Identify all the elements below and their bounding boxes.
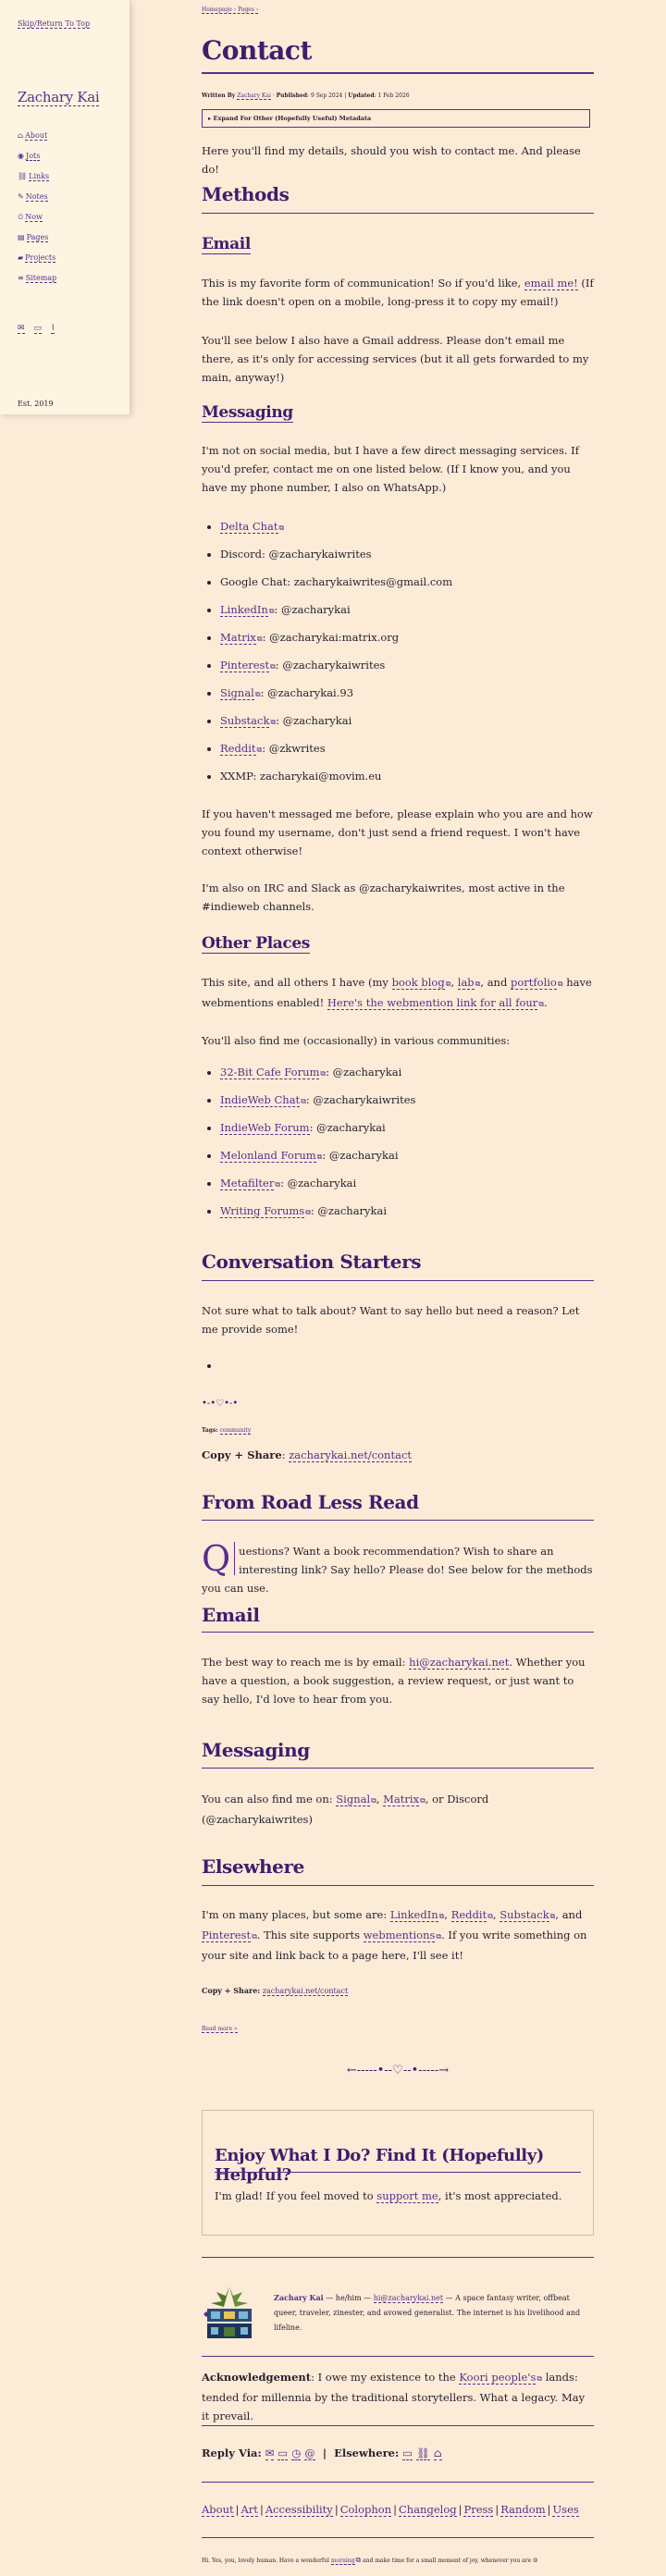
email-me-link[interactable]: email me! bbox=[524, 277, 578, 290]
webmentions-link[interactable]: webmentions bbox=[363, 1929, 436, 1941]
community-link[interactable]: 32-Bit Cafe Forum bbox=[220, 1066, 320, 1078]
section-rule bbox=[202, 1520, 594, 1521]
list-item bbox=[220, 1356, 594, 1384]
footer-rule bbox=[202, 2482, 594, 2483]
published-date: 9 Sep 2024 bbox=[310, 92, 343, 99]
communities-list bbox=[202, 1063, 594, 1229]
nav-label[interactable]: Notes bbox=[25, 192, 48, 201]
nav-label[interactable]: About bbox=[25, 131, 48, 140]
sitemap-icon: ≡ bbox=[18, 274, 24, 282]
support-heading: Enjoy What I Do? Find It (Hopefully) Helpful? bbox=[215, 2146, 544, 2185]
external-link-icon: ⧉ bbox=[301, 1097, 306, 1105]
methods-heading: Methods bbox=[202, 183, 290, 205]
reddit-link[interactable]: Reddit bbox=[450, 1908, 487, 1921]
nav-item-links[interactable] bbox=[18, 172, 56, 192]
link-icon: ⛓ bbox=[18, 172, 28, 180]
nav-item-jots[interactable] bbox=[18, 152, 56, 172]
nav-label[interactable]: Sitemap bbox=[25, 274, 57, 282]
list-item: • Substack⧉: @zacharykai bbox=[220, 711, 594, 739]
meta-label: Written By bbox=[202, 92, 236, 99]
arrow-divider: ←-----•--♡--•-----→ bbox=[346, 2064, 450, 2077]
post-meta: Written By Zachary Kai · Published: 9 Sep 2024 | Updated: 1 Feb 2026 bbox=[202, 92, 410, 99]
home-icon: ⌂ bbox=[18, 131, 24, 140]
section-rule bbox=[202, 213, 594, 214]
community-link[interactable]: IndieWeb Chat bbox=[220, 1093, 301, 1106]
list-item: • LinkedIn⧉: @zacharykai bbox=[220, 600, 594, 628]
service-link-linkedin[interactable]: LinkedIn bbox=[220, 603, 268, 616]
copy-share: Copy + Share: zacharykai.net/contact bbox=[202, 1448, 413, 1461]
sidebar bbox=[0, 0, 130, 414]
gmail-paragraph: You'll see below I also have a Gmail address. Please don't email me there, as it's only for accessing services (but it all gets forwarded to my main, anyway!) bbox=[202, 334, 589, 384]
updated-date: 1 Feb 2026 bbox=[377, 92, 410, 99]
service-name: Google Chat bbox=[220, 575, 288, 588]
list-item: • Writing Forums⧉: @zacharykai bbox=[220, 1202, 594, 1229]
nav-item-projects[interactable] bbox=[18, 253, 56, 274]
footer-rule bbox=[202, 2257, 594, 2258]
service-link-pinterest[interactable]: Pinterest bbox=[220, 659, 270, 672]
intro-text: Here you'll find my details, should you wish to contact me. And please do! bbox=[202, 144, 581, 176]
reply-email-icon[interactable]: ✉ bbox=[265, 2447, 275, 2459]
section-rule bbox=[202, 1768, 594, 1769]
author-avatar bbox=[202, 2283, 257, 2348]
clock-icon: ⏲ bbox=[18, 213, 24, 221]
list-item: • Discord: @zacharykaiwrites bbox=[220, 545, 594, 573]
service-link-substack[interactable]: Substack bbox=[220, 714, 270, 727]
road-email-link[interactable]: hi@zacharykai.net bbox=[409, 1656, 510, 1669]
communities-intro: You'll also find me (occasionally) in various communities: bbox=[202, 1034, 511, 1047]
portfolio-link[interactable]: portfolio bbox=[510, 976, 557, 989]
conversation-heading: Conversation Starters bbox=[202, 1251, 422, 1273]
list-item: • Google Chat: zacharykaiwrites@gmail.com bbox=[220, 573, 594, 600]
tags: Tags: community bbox=[202, 1427, 252, 1434]
external-link-icon: ⧉ bbox=[256, 635, 263, 643]
community-link[interactable]: Metafilter bbox=[220, 1177, 275, 1189]
community-link[interactable]: Writing Forums bbox=[220, 1204, 305, 1217]
reply-book-icon[interactable]: ▭ bbox=[278, 2447, 289, 2459]
footer-link-colophon[interactable]: Colophon bbox=[339, 2503, 392, 2516]
messaging-paragraph: I'm not on social media, but I have a few direct messaging services. If you'd prefer, contact me on one listed below. (If I know you, and you have my phone number, I also on WhatsApp.) bbox=[202, 444, 579, 494]
title-rule bbox=[202, 72, 594, 74]
section-rule bbox=[202, 1280, 594, 1281]
section-rule bbox=[215, 2172, 581, 2173]
messaging-note: If you haven't messaged me before, please explain who you are and how you found my username, don't just send a friend request. I won't have context otherwise! bbox=[202, 807, 593, 857]
page-title: Contact bbox=[202, 35, 312, 66]
nav-label[interactable]: Now bbox=[25, 213, 43, 221]
koori-link[interactable]: Koori people's bbox=[459, 2371, 536, 2384]
tag-link[interactable]: community bbox=[219, 1427, 252, 1434]
conversation-paragraph: Not sure what to talk about? Want to say hello but need a reason? Let me provide some! bbox=[202, 1304, 580, 1336]
meta-label: Published bbox=[276, 92, 308, 99]
external-link-icon: ⧉ bbox=[320, 1069, 327, 1078]
list-item: • Matrix⧉: @zacharykai:matrix.org bbox=[220, 628, 594, 656]
list-item: • Pinterest⧉: @zacharykaiwrites bbox=[220, 656, 594, 684]
nav-label[interactable]: Pages bbox=[26, 233, 49, 241]
author-email-link[interactable]: hi@zacharykai.net bbox=[373, 2294, 444, 2302]
road-messaging-paragraph: You can also find me on: Signal⧉, Matrix⧉, or Discord (@zacharykaiwrites) bbox=[202, 1793, 489, 1826]
list-item: • XXMP: zacharykai@movim.eu bbox=[220, 767, 594, 795]
read-more-link[interactable]: Read more » bbox=[202, 2026, 238, 2032]
footer-links: About | Art | Accessibility | Colophon | Changelog | Press | Random | Uses bbox=[202, 2503, 579, 2516]
support-paragraph: I'm glad! If you feel moved to support me, it's most appreciated. bbox=[215, 2189, 562, 2202]
list-item: • Signal⧉: @zacharykai.93 bbox=[220, 684, 594, 711]
ornament-divider: •-•♡•-• bbox=[202, 1399, 239, 1409]
site-title[interactable]: Zachary Kai bbox=[18, 89, 100, 105]
external-link-icon: ⧉ bbox=[275, 1180, 281, 1189]
nav-item-about[interactable] bbox=[18, 131, 56, 152]
footer-link-random[interactable]: Random bbox=[500, 2503, 546, 2516]
nav-item-now[interactable] bbox=[18, 213, 56, 233]
sidebar-nav bbox=[18, 131, 56, 294]
linkedin-link[interactable]: LinkedIn bbox=[389, 1908, 438, 1921]
morning-link[interactable]: morning bbox=[330, 2558, 355, 2564]
support-box bbox=[202, 2110, 594, 2236]
elsewhere-card-icon[interactable]: ▭ bbox=[402, 2447, 413, 2459]
external-link-icon: ⧉ bbox=[270, 718, 277, 726]
author-link[interactable]: Zachary Kai bbox=[237, 92, 271, 99]
list-item bbox=[220, 517, 594, 545]
lab-link[interactable]: lab bbox=[457, 976, 475, 989]
meta-label: Updated bbox=[348, 92, 375, 99]
list-item: • 32-Bit Cafe Forum⧉: @zacharykai bbox=[220, 1063, 594, 1091]
webmention-link[interactable]: Here's the webmention link for all four bbox=[327, 996, 538, 1009]
road-messaging-heading: Messaging bbox=[202, 1739, 310, 1761]
dot-icon: ◉ bbox=[18, 152, 24, 160]
pinterest-link[interactable]: Pinterest bbox=[202, 1929, 252, 1941]
section-rule bbox=[202, 1632, 594, 1633]
external-link-icon: ⧉ bbox=[316, 1152, 323, 1161]
footer-rule bbox=[202, 2537, 594, 2538]
road-intro: Q uestions? Want a book recommendation? Wish to share an interesting link? Say hello? Please do! See below for the methods you can use. bbox=[202, 1538, 593, 1595]
list-item: • IndieWeb Forum: @zacharykai bbox=[220, 1118, 594, 1146]
nav-item-notes[interactable] bbox=[18, 192, 56, 213]
nav-label[interactable]: Links bbox=[29, 172, 50, 180]
page-icon: ▤ bbox=[18, 233, 25, 241]
road-copy-share: Copy + Share: zacharykai.net/contact bbox=[202, 1986, 349, 1995]
footer-link-uses[interactable]: Uses bbox=[552, 2503, 579, 2516]
nav-item-sitemap[interactable] bbox=[18, 274, 56, 294]
dropcap: Q bbox=[202, 1542, 235, 1575]
external-link-icon: ⧉ bbox=[256, 746, 263, 754]
community-link[interactable]: Melonland Forum bbox=[220, 1149, 316, 1162]
external-link-icon: ⧉ bbox=[270, 662, 276, 671]
reply-clock-icon[interactable]: ◷ bbox=[291, 2447, 302, 2459]
copy-share-link[interactable]: zacharykai.net/contact bbox=[289, 1448, 413, 1461]
acknowledgement: Acknowledgement: I owe my existence to the Koori people's⧉ lands: tended for millennia by the traditional storytellers. What a legacy. May it prevail. bbox=[202, 2371, 586, 2422]
read-more bbox=[202, 2026, 238, 2032]
mail-icon[interactable]: ✉ bbox=[18, 324, 25, 333]
email-heading: Email bbox=[202, 235, 251, 253]
rss-icon[interactable]: ⌇ bbox=[51, 324, 56, 333]
nav-item-pages[interactable] bbox=[18, 233, 56, 253]
road-elsewhere-paragraph: I'm on many places, but some are: LinkedIn⧉, Reddit⧉, Substack⧉, and Pinterest⧉. This site supports webmentions⧉. If you write something on your site and link back to a page here, I'll see it! bbox=[202, 1908, 587, 1962]
service-name: Discord bbox=[220, 548, 263, 561]
sidebar-icons bbox=[18, 324, 55, 334]
support-link[interactable]: support me bbox=[376, 2189, 438, 2202]
service-link-delta-chat[interactable]: Delta Chat bbox=[220, 520, 278, 533]
service-link-reddit[interactable]: Reddit bbox=[220, 742, 256, 755]
footer-link-about[interactable]: About bbox=[202, 2503, 234, 2516]
footer-link-art[interactable]: Art bbox=[240, 2503, 258, 2516]
service-name: XXMP bbox=[220, 770, 253, 783]
messaging-heading: Messaging bbox=[202, 403, 293, 422]
service-link-matrix[interactable]: Matrix bbox=[220, 631, 256, 644]
fine-print: Hi. Yes, you, lovely human. Have a wonderful morning⧉ and make time for a small moment of joy, whenever you are ☺ bbox=[202, 2556, 538, 2564]
footer-link-press[interactable]: Press bbox=[463, 2503, 494, 2516]
list-item: • Reddit⧉: @zkwrites bbox=[220, 739, 594, 767]
road-heading: From Road Less Read bbox=[202, 1491, 419, 1513]
elsewhere-link-icon[interactable]: ⛓ bbox=[416, 2447, 430, 2459]
footer-link-changelog[interactable]: Changelog bbox=[399, 2503, 457, 2516]
service-link-signal[interactable]: Signal bbox=[220, 686, 254, 699]
established-year: Est. 2019 bbox=[18, 400, 54, 408]
skip-link[interactable]: Skip/Return To Top bbox=[18, 19, 91, 28]
author-bio: Zachary Kai — he/him — hi@zacharykai.net — A space fantasy writer, offbeat queer, traveler, zinester, and avowed generalist. The internet is his livelihood and lifeline. bbox=[274, 2293, 581, 2332]
conversation-list bbox=[202, 1356, 594, 1384]
footer-rule bbox=[202, 2356, 594, 2357]
other-places-heading: Other Places bbox=[202, 934, 310, 953]
list-item: • IndieWeb Chat⧉: @zacharykaiwrites bbox=[220, 1091, 594, 1118]
list-item: • Melonland Forum⧉: @zacharykai bbox=[220, 1146, 594, 1174]
road-copy-share-link[interactable]: zacharykai.net/contact bbox=[262, 1987, 349, 1995]
email-paragraph: This is my favorite form of communication! So if you'd like, email me! (If the link doesn't open on a mobile, long-press it to copy my email!) bbox=[202, 277, 594, 308]
footer-link-accessibility[interactable]: Accessibility bbox=[265, 2503, 333, 2516]
elsewhere-tag-icon[interactable]: ⌂ bbox=[433, 2447, 442, 2459]
book-blog-link[interactable]: book blog bbox=[391, 976, 445, 989]
community-link[interactable]: IndieWeb Forum bbox=[220, 1121, 310, 1134]
signal-link[interactable]: Signal bbox=[336, 1793, 371, 1806]
footer-rule bbox=[202, 2425, 594, 2426]
irc-note: I'm also on IRC and Slack as @zacharykaiwrites, most active in the #indieweb channels. bbox=[202, 881, 565, 913]
nav-label[interactable]: Projects bbox=[25, 253, 56, 262]
other-places-paragraph: This site, and all others I have (my book blog⧉, lab⧉, and portfolio⧉ have webmentions enabled! Here's the webmention link for all four⧉. bbox=[202, 976, 592, 1009]
book-icon[interactable]: ▭ bbox=[33, 324, 43, 333]
road-elsewhere-heading: Elsewhere bbox=[202, 1855, 304, 1878]
metadata-expand-toggle[interactable]: ▸ Expand For Other (Hopefully Useful) Metadata bbox=[202, 109, 590, 128]
section-rule bbox=[202, 1885, 594, 1886]
external-link-icon: ⧉ bbox=[278, 524, 285, 532]
messaging-list bbox=[202, 517, 594, 795]
road-email-paragraph: The best way to reach me is by email: hi@zacharykai.net. Whether you have a question, a book suggestion, a review request, or just want to say hello, I'd love to hear from you. bbox=[202, 1656, 586, 1706]
substack-link[interactable]: Substack bbox=[500, 1908, 549, 1921]
breadcrumb[interactable]: Homepage › Pages › bbox=[202, 6, 259, 13]
reply-at-icon[interactable]: @ bbox=[304, 2447, 315, 2459]
author-name: Zachary Kai bbox=[274, 2293, 324, 2302]
reply-via: Reply Via: ✉ ▭ ◷ @ | Elsewhere: ▭ ⛓ ⌂ bbox=[202, 2447, 442, 2459]
matrix-link[interactable]: Matrix bbox=[383, 1793, 420, 1806]
folder-icon: ▰ bbox=[18, 253, 24, 262]
external-link-icon: ⧉ bbox=[305, 1208, 311, 1216]
nav-label[interactable]: Jots bbox=[25, 152, 41, 160]
external-link-icon: ⧉ bbox=[268, 607, 275, 615]
road-email-heading: Email bbox=[202, 1604, 260, 1626]
pencil-icon: ✎ bbox=[18, 192, 24, 201]
external-link-icon: ⧉ bbox=[254, 690, 261, 698]
list-item: • Metafilter⧉: @zacharykai bbox=[220, 1174, 594, 1202]
